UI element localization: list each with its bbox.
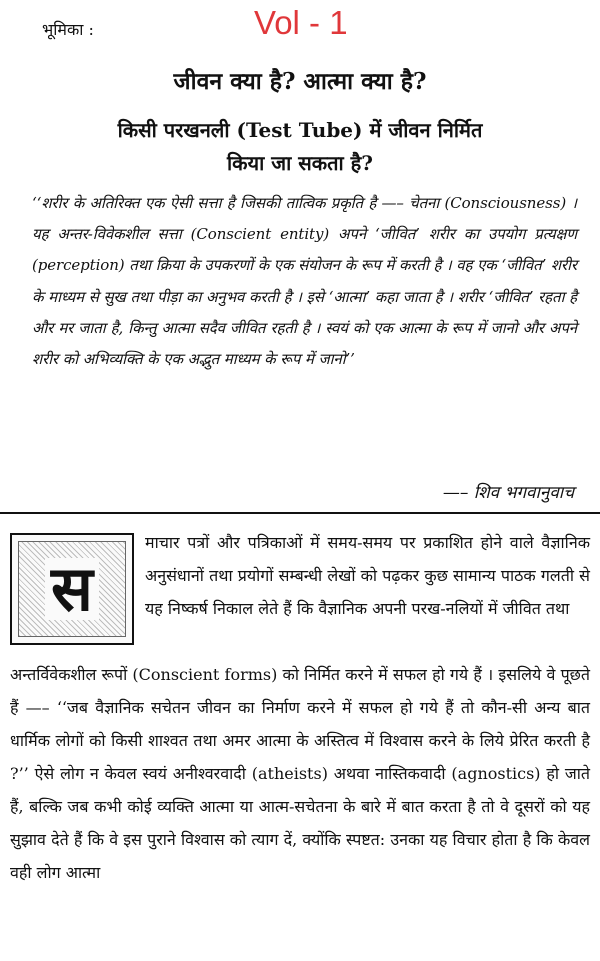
- epigraph-quote: [32, 188, 577, 375]
- subtitle-line-2: किया जा सकता है?: [226, 151, 374, 175]
- body-paragraph-indented: [145, 526, 590, 625]
- section-label: भूमिका :: [42, 20, 94, 39]
- subtitle-line-1: किसी परखनली (Test Tube) में जीवन निर्मित: [117, 118, 483, 142]
- section-divider: [0, 512, 600, 514]
- volume-label: Vol - 1: [254, 4, 348, 41]
- page-title: जीवन क्या है? आत्मा क्या है?: [173, 68, 427, 95]
- body-paragraph-full: [10, 658, 590, 889]
- quote-attribution: —– शिव भगवानुवाच: [442, 483, 574, 503]
- dropcap-letter: स: [45, 558, 99, 620]
- dropcap-box: [10, 533, 134, 645]
- body-text-indented: माचार पत्रों और पत्रिकाओं में समय-समय पर प्रकाशित होने वाले वैज्ञानिक अनुसंधानों तथा प्रयोगों सम्बन्धी लेखों को पढ़कर कुछ सामान्य पाठक गलती से यह निष्कर्ष निकाल लेते हैं कि वैज्ञानिक अपनी परख-नलियों में जीवित तथा: [145, 533, 590, 618]
- page-subtitle: [0, 114, 600, 180]
- body-text-full: अन्तर्विवेकशील रूपों (Conscient forms) को निर्मित करने में सफल हो गये हैं । इसलिये वे पूछते हैं —– ‘‘जब वैज्ञानिक सचेतन जीवन का निर्माण करने में सफल हो गये हैं तो कौन-सी अन्य बात धार्मिक लोगों को किसी शाश्वत तथा अमर आत्मा के अस्तित्व में विश्वास करने के लिये प्रेरित करती है ?’’ ऐसे लोग न केवल स्वयं अनीश्वरवादी (atheists) अथवा नास्तिकवादी (agnostics) हो जाते हैं, बल्कि जब कभी कोई व्यक्ति आत्मा या आत्म-सचेतना के बारे में बात करता है तो वे दूसरों को यह सुझाव देते हैं कि वे इस पुराने विश्वास को त्याग दें, क्योंकि स्पष्टत: उनका यह विचार होता है कि केवल वही लोग आत्मा: [10, 665, 590, 882]
- dropcap-pattern: [18, 541, 126, 637]
- quote-text: ‘‘शरीर के अतिरिक्त एक ऐसी सत्ता है जिसकी तात्विक प्रकृति है —– चेतना (Consciousness) । यह अन्तर-विवेकशील सत्ता (Conscient entity) अपने ‘जीवित’ शरीर का उपयोग प्रत्यक्षण (perception) तथा क्रिया के उपकरणों के एक संयोजन के रूप में करती है । वह एक ‘जीवित’ शरीर के माध्यम से सुख तथा पीड़ा का अनुभव करती है । इसे ‘आत्मा’ कहा जाता है । शरीर ‘जीवित’ रहता है और मर जाता है, किन्तु आत्मा सदैव जीवित रहती है । स्वयं को एक आत्मा के रूप में जानो और अपने शरीर को अभिव्यक्ति के एक अद्भुत माध्यम के रूप में जानो’’: [32, 194, 577, 369]
